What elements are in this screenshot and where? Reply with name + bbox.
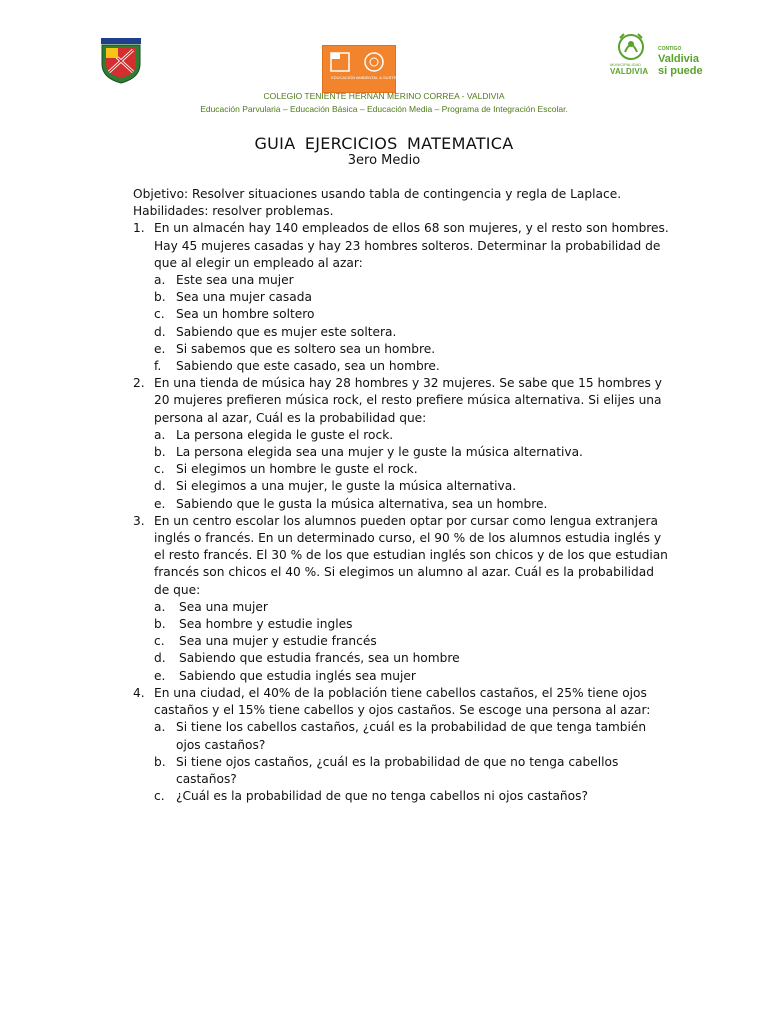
question-4 <box>133 685 673 719</box>
option-text: Sabiendo que este casado, sea un hombre. <box>176 359 440 374</box>
option-letter: c. <box>154 462 165 477</box>
question-number: 4. <box>133 685 145 700</box>
question-3 <box>133 513 673 599</box>
list-item <box>133 650 673 667</box>
option-text: Sea hombre y estudie ingles <box>179 617 353 632</box>
municipality-label: MUNICIPALIDAD <box>610 62 642 67</box>
question-text: En un centro escolar los alumnos pueden optar por cursar como lengua extranjera inglés o francés. En un determinado curso, el 90 % de los alumnos estudia inglés y el resto francés. El 30 % de los que estudian inglés son chicos y de los que estudian francés son chicos el 40 %. Si elegimos un alumno al azar. Cuál es la probabilidad de que: <box>154 513 668 597</box>
municipality-emblem-icon <box>616 32 646 62</box>
document-body <box>133 186 673 805</box>
option-text: Este sea una mujer <box>176 273 294 288</box>
question-text: En una tienda de música hay 28 hombres y 32 mujeres. Se sabe que 15 hombres y 20 mujeres prefieren música rock, el resto prefiere música alternativa. Si elijes una persona al azar, Cuál es la probabilidad que: <box>154 376 662 425</box>
list-item <box>133 633 673 650</box>
option-text: Sabiendo que es mujer este soltera. <box>176 324 397 339</box>
option-text: Si elegimos a una mujer, le guste la música alternativa. <box>176 479 517 494</box>
option-letter: e. <box>154 496 166 511</box>
list-item <box>133 341 673 358</box>
option-letter: d. <box>154 479 166 494</box>
option-letter: e. <box>154 341 166 356</box>
list-item <box>133 289 673 306</box>
option-text: Sabiendo que estudia inglés sea mujer <box>179 668 416 683</box>
list-item <box>133 324 673 341</box>
option-text: Sea una mujer y estudie francés <box>179 634 377 649</box>
option-text: Sea un hombre soltero <box>176 307 315 322</box>
option-letter: b. <box>154 754 166 769</box>
option-letter: d. <box>154 651 166 666</box>
list-item <box>133 719 673 753</box>
option-letter: e. <box>154 668 166 683</box>
list-item <box>133 668 673 685</box>
school-crest-icon <box>100 38 142 84</box>
slogan-valdivia: Valdivia <box>658 53 699 65</box>
school-levels: Educación Parvularia – Educación Básica – Educación Media – Programa de Integración Escolar. <box>200 104 568 114</box>
option-letter: a. <box>154 720 166 735</box>
question-text: En un almacén hay 140 empleados de ellos 68 son mujeres, y el resto son hombres. Hay 45 mujeres casadas y hay 23 hombres solteros. Determinar la probabilidad de que al elegir un empleado al azar: <box>154 221 669 270</box>
list-item <box>133 306 673 323</box>
option-letter: b. <box>154 290 166 305</box>
question-number: 2. <box>133 376 145 391</box>
option-letter: a. <box>154 427 166 442</box>
option-letter: c. <box>154 634 165 649</box>
objective-text: Objetivo: Resolver situaciones usando tabla de contingencia y regla de Laplace. <box>133 187 622 201</box>
option-letter: a. <box>154 273 166 288</box>
slogan-si-puede: si puede <box>658 65 703 77</box>
list-item <box>133 461 673 478</box>
list-item <box>133 788 673 805</box>
question-1 <box>133 220 673 272</box>
option-text: Si elegimos un hombre le guste el rock. <box>176 462 418 477</box>
center-logo-text: EDUCACIÓN AMBIENTAL & SUSTENTABILIDAD <box>331 75 420 80</box>
list-item <box>133 616 673 633</box>
question-number: 1. <box>133 221 145 236</box>
option-letter: a. <box>154 599 166 614</box>
list-item <box>133 272 673 289</box>
option-text: ¿Cuál es la probabilidad de que no tenga cabellos ni ojos castaños? <box>176 789 588 804</box>
option-text: Sea una mujer casada <box>176 290 312 305</box>
list-item <box>133 496 673 513</box>
list-item <box>133 444 673 461</box>
environmental-seal-icon <box>329 50 389 88</box>
document-title: GUIA EJERCICIOS MATEMATICA <box>254 134 514 153</box>
question-text: En una ciudad, el 40% de la población tiene cabellos castaños, el 25% tiene ojos castaños y el 15% tiene cabellos y ojos castaños. Se escoge una persona al azar: <box>154 685 651 718</box>
skills-text: Habilidades: resolver problemas. <box>133 204 334 219</box>
list-item <box>133 358 673 375</box>
option-text: Sabiendo que le gusta la música alternativa, sea un hombre. <box>176 496 548 511</box>
list-item <box>133 754 673 788</box>
option-text: Sea una mujer <box>179 599 268 614</box>
option-letter: f. <box>154 359 162 374</box>
question-number: 3. <box>133 513 145 528</box>
option-letter: c. <box>154 789 165 804</box>
document-subtitle: 3ero Medio <box>347 153 421 168</box>
option-text: Sabiendo que estudia francés, sea un hombre <box>179 651 460 666</box>
slogan-contigo: CONTIGO <box>658 46 682 52</box>
option-letter: b. <box>154 445 166 460</box>
list-item <box>133 599 673 616</box>
question-2 <box>133 375 673 427</box>
option-text: Si sabemos que es soltero sea un hombre. <box>176 341 436 356</box>
option-letter: c. <box>154 307 165 322</box>
municipality-logo <box>610 32 710 82</box>
list-item <box>133 478 673 495</box>
option-letter: d. <box>154 324 166 339</box>
environmental-education-logo <box>322 45 420 93</box>
option-letter: b. <box>154 617 166 632</box>
option-text: La persona elegida le guste el rock. <box>176 427 394 442</box>
option-text: Si tiene ojos castaños, ¿cuál es la probabilidad de que no tenga cabellos castaños? <box>176 754 619 786</box>
municipality-city: VALDIVIA <box>610 67 649 76</box>
list-item <box>133 427 673 444</box>
school-name: COLEGIO TENIENTE HERNAN MERINO CORREA - VALDIVIA <box>263 91 505 101</box>
option-text: La persona elegida sea una mujer y le guste la música alternativa. <box>176 445 583 460</box>
option-text: Si tiene los cabellos castaños, ¿cuál es la probabilidad de que tenga también ojos castaños? <box>176 720 647 752</box>
